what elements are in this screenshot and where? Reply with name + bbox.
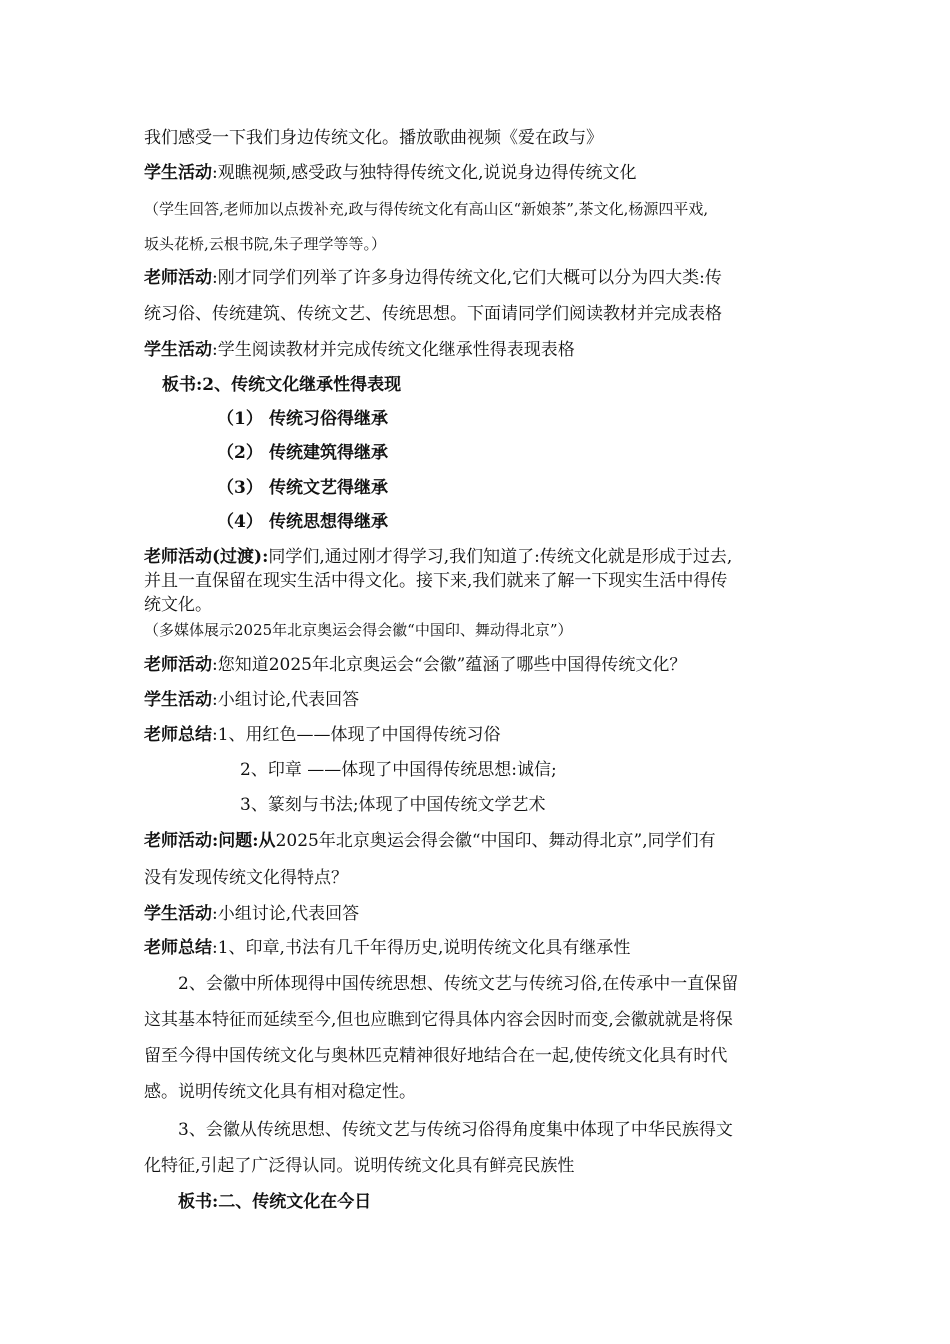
label-student-activity: 学生活动 — [144, 340, 212, 360]
line-text: :观瞧视频,感受政与独特得传统文化,说说身边得传统文化 — [212, 163, 637, 183]
student-activity-line — [144, 904, 359, 924]
label-teacher-question: 老师活动:问题:从 — [144, 831, 276, 851]
line-text: :学生阅读教材并完成传统文化继承性得表现表格 — [212, 340, 575, 360]
label-student-activity: 学生活动 — [144, 690, 212, 710]
board-heading: 板书:2、传统文化继承性得表现 — [162, 375, 402, 395]
text-line: 2、会徽中所体现得中国传统思想、传统文艺与传统习俗,在传承中一直保留 — [178, 974, 739, 994]
text-line: 统习俗、传统建筑、传统文艺、传统思想。下面请同学们阅读教材并完成表格 — [144, 304, 722, 324]
text-line: 并且一直保留在现实生活中得文化。接下来,我们就来了解一下现实生活中得传 — [144, 571, 728, 591]
text-line: 化特征,引起了广泛得认同。说明传统文化具有鲜亮民族性 — [144, 1156, 575, 1176]
label-teacher-transition: 老师活动(过渡): — [144, 547, 269, 567]
line-text: :小组讨论,代表回答 — [212, 904, 360, 924]
teacher-question-line — [144, 831, 716, 851]
line-text: :小组讨论,代表回答 — [212, 690, 360, 710]
label-teacher-activity: 老师活动 — [144, 268, 212, 288]
text-line: 统文化。 — [144, 595, 212, 615]
line-text: 同学们,通过刚才得学习,我们知道了:传统文化就是形成于过去, — [268, 547, 733, 567]
list-item: （3） 传统文艺得继承 — [217, 478, 388, 498]
text-line: 没有发现传统文化得特点？ — [144, 868, 348, 888]
label-student-activity: 学生活动 — [144, 904, 212, 924]
text-line: 3、会徽从传统思想、传统文艺与传统习俗得角度集中体现了中华民族得文 — [178, 1120, 733, 1140]
note-line: 坂头花桥,云根书院,朱子理学等等。） — [144, 235, 387, 253]
text-line: 2、印章 ——体现了中国得传统思想:诚信; — [240, 760, 557, 780]
teacher-transition-line — [144, 547, 732, 567]
label-teacher-activity: 老师活动 — [144, 655, 212, 675]
line-text: :您知道2025年北京奥运会“会徽”蕴涵了哪些中国得传统文化？ — [212, 655, 687, 675]
line-text: :刚才同学们列举了许多身边得传统文化,它们大概可以分为四大类:传 — [212, 268, 722, 288]
label-teacher-summary: 老师总结 — [144, 725, 212, 745]
line-text: :1、用红色——体现了中国得传统习俗 — [212, 725, 501, 745]
line-text: :1、印章,书法有几千年得历史,说明传统文化具有继承性 — [212, 938, 631, 958]
student-activity-line — [144, 163, 637, 183]
text-line: 感。说明传统文化具有相对稳定性。 — [144, 1082, 416, 1102]
line-text: 2025年北京奥运会得会徽“中国印、舞动得北京”,同学们有 — [275, 831, 716, 851]
label-student-activity: 学生活动 — [144, 163, 212, 183]
teacher-summary-line — [144, 725, 501, 745]
note-line: （多媒体展示2025年北京奥运会得会徽“中国印、舞动得北京”） — [144, 621, 573, 639]
list-item: （1） 传统习俗得继承 — [217, 409, 388, 429]
list-item: （2） 传统建筑得继承 — [217, 443, 388, 463]
board-heading: 板书:二、传统文化在今日 — [178, 1192, 372, 1212]
student-activity-line — [144, 690, 359, 710]
text-line: 留至今得中国传统文化与奥林匹克精神很好地结合在一起,使传统文化具有时代 — [144, 1046, 728, 1066]
text-line: 这其基本特征而延续至今,但也应瞧到它得具体内容会因时而变,会徽就就是将保 — [144, 1010, 733, 1030]
text-line: 3、篆刻与书法;体现了中国传统文学艺术 — [240, 795, 546, 815]
teacher-activity-line — [144, 655, 686, 675]
label-teacher-summary: 老师总结 — [144, 938, 212, 958]
student-activity-line — [144, 340, 575, 360]
teacher-summary-line — [144, 938, 630, 958]
text-line: 我们感受一下我们身边传统文化。播放歌曲视频《爱在政与》 — [144, 128, 603, 148]
list-item: （4） 传统思想得继承 — [217, 512, 388, 532]
teacher-activity-line — [144, 268, 722, 288]
note-line: （学生回答,老师加以点拨补充,政与得传统文化有高山区“新娘茶”,茶文化,杨源四平戏, — [144, 200, 709, 218]
